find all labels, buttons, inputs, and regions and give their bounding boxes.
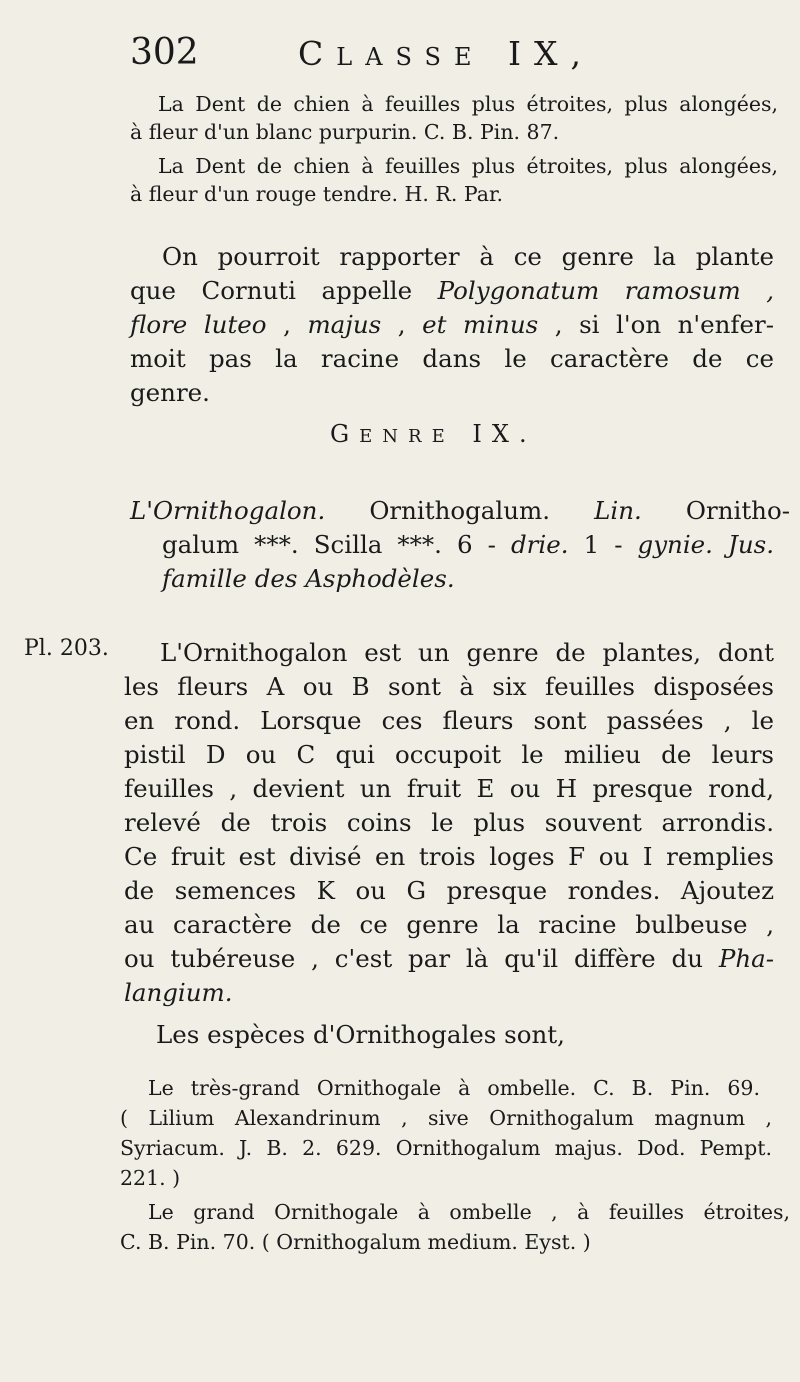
description-line-6: relevé de trois coins le plus souvent arrondis. (124, 808, 774, 837)
plate-reference: Pl. 203. (24, 636, 109, 661)
genre-def-l2f: Jus. (728, 530, 774, 559)
genre-def-l2e (713, 530, 728, 559)
note-l3c: majus (307, 310, 382, 339)
description-line-8: de semences K ou G presque rondes. Ajoutez (124, 876, 774, 905)
genre-def-l2c: 1 - (568, 530, 638, 559)
description-line-11 (124, 976, 233, 1009)
note-line-2 (130, 274, 774, 307)
running-head-initial: C (298, 34, 337, 73)
note-l3a: flore luteo (130, 310, 267, 339)
description-line-3: en rond. Lorsque ces fleurs sont passées , le (124, 706, 774, 735)
genre-def-l1d: Ornitho- (641, 496, 790, 525)
running-head-number: IX, (508, 34, 595, 73)
description-line-1: L'Ornithogalon est un genre de plantes, dont (160, 638, 774, 667)
genre-number: IX. (472, 420, 537, 448)
description-l10a: ou tubéreuse , c'est par là qu'il diffère du (124, 944, 719, 973)
intro-entry-2-line-1: La Dent de chien à feuilles plus étroites, plus alongées, (158, 154, 778, 178)
running-head-rest: LASSE (336, 43, 485, 71)
intro-entry-1-line-2: à fleur d'un blanc purpurin. C. B. Pin. 87. (130, 120, 560, 144)
species-1-line-3: Syriacum. J. B. 2. 629. Ornithogalum majus. Dod. Pempt. (120, 1136, 772, 1160)
running-head (298, 34, 594, 73)
description-line-9: au caractère de ce genre la racine bulbeuse , (124, 910, 774, 939)
genre-def-l3: famille des Asphodèles. (162, 564, 455, 593)
genre-def-line-3 (162, 562, 455, 595)
note-line-5: genre. (130, 378, 210, 407)
note-line-4: moit pas la racine dans le caractère de ce (130, 344, 774, 373)
species-1-line-2: ( Lilium Alexandrinum , sive Ornithogalum magnum , (120, 1106, 772, 1130)
note-line-3 (130, 308, 774, 341)
note-l3f: , si l'on n'enfer- (538, 310, 774, 339)
genre-def-l1b: Ornithogalum. (325, 496, 595, 525)
note-l3b: , (266, 310, 308, 339)
genre-rest: ENRE (359, 426, 455, 447)
description-line-4: pistil D ou C qui occupoit le milieu de leurs (124, 740, 774, 769)
intro-entry-1-line-1: La Dent de chien à feuilles plus étroites, plus alongées, (158, 92, 778, 116)
description-line-7: Ce fruit est divisé en trois loges F ou I remplies (124, 842, 774, 871)
note-l3e: et minus (422, 310, 539, 339)
description-l10b: Pha- (718, 944, 774, 973)
genre-def-l2b: drie. (510, 530, 569, 559)
species-1-line-4: 221. ) (120, 1166, 181, 1190)
species-2-line-2: C. B. Pin. 70. ( Ornithogalum medium. Eyst. ) (120, 1230, 591, 1254)
description-l11: langium. (124, 978, 233, 1007)
page-number: 302 (130, 32, 199, 73)
note-plant-name: Polygonatum ramosum , (437, 276, 774, 305)
species-2-line-1: Le grand Ornithogale à ombelle , à feuilles étroites, (148, 1200, 790, 1224)
genre-def-line-2 (162, 528, 774, 561)
note-line-2a: que Cornuti appelle (130, 276, 438, 305)
genre-def-l2a: galum ***. Scilla ***. 6 - (162, 530, 511, 559)
description-line-10 (124, 942, 774, 975)
species-heading: Les espèces d'Ornithogales sont, (156, 1020, 565, 1049)
description-line-5: feuilles , devient un fruit E ou H presque rond, (124, 774, 774, 803)
note-l3d: , (381, 310, 423, 339)
intro-entry-2-line-2: à fleur d'un rouge tendre. H. R. Par. (130, 182, 504, 206)
genre-def-name: L'Ornithogalon. (130, 496, 326, 525)
genre-def-line-1 (130, 494, 790, 527)
note-line-1: On pourroit rapporter à ce genre la plante (162, 242, 774, 271)
genre-def-l2d: gynie. (637, 530, 713, 559)
genre-heading (330, 420, 537, 448)
species-1-line-1: Le très-grand Ornithogale à ombelle. C. B. Pin. 69. (148, 1076, 760, 1100)
description-line-2: les fleurs A ou B sont à six feuilles disposées (124, 672, 774, 701)
genre-def-l1c: Lin. (594, 496, 642, 525)
page-header (130, 32, 790, 82)
genre-initial: G (330, 420, 360, 448)
